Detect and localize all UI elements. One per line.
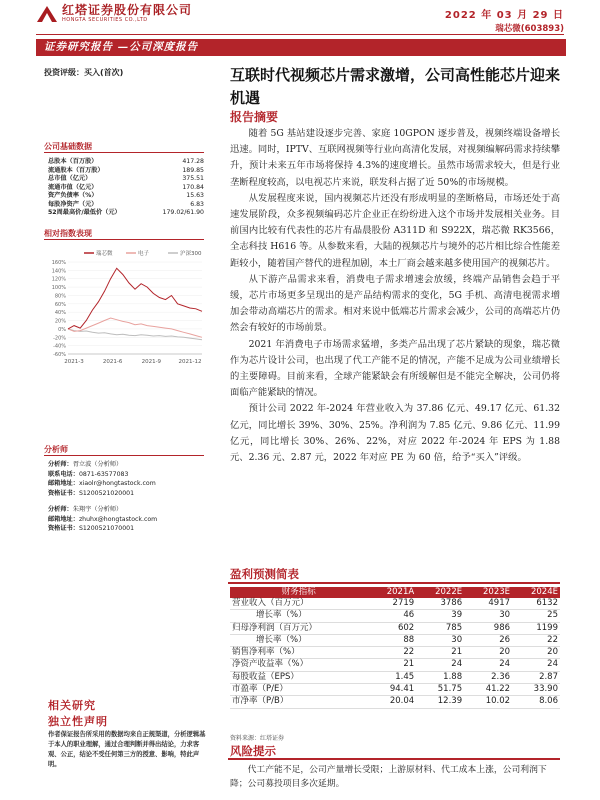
analyst-email: xiaolr@hongtastock.com xyxy=(78,480,156,488)
value-cell: 25 xyxy=(512,610,560,622)
summary-paragraph: 预计公司 2022 年-2024 年营业收入为 37.86 亿元、49.17 亿元、61.32 亿元，同比增长 39%、30%、25%。净利润为 7.85 亿元、9.86 亿元、11.99 亿元，同比增长 30%、26%、22%，对应 2022 年-2024 年 EPS 为 1.88 元、2.36 元、2.87 元，2022 年对应 PE 为 60 倍，给予“买入”评级。 xyxy=(230,403,560,464)
legend-label: 瑞芯微 xyxy=(96,251,113,257)
chart-rule xyxy=(44,239,204,240)
value-cell: 22 xyxy=(368,647,417,659)
header-cell: 财务指标 xyxy=(230,587,368,598)
analyst-info: 分析师：胥立波（分析师） 联系电话：0871-63577083 邮箱地址：xiaolr@hongtastock.com 资格证书：S1200521020001 分析师：朱翔宇（分析师） 邮箱地址：zhuhx@hongtastock.com 资格证书：S1200521070001 xyxy=(48,461,158,533)
forecast-table xyxy=(230,587,560,709)
summary-paragraph: 从发展程度来说，国内视频芯片还没有形成明显的垄断格局，市场还处于高速发展阶段，众多视频编码芯片企业正在纷纷进入这个市场并发展相关业务。目前国内比较有代表性的芯片有晶晨股份 A311D 和 S922X，瑞芯微 RK3566，全志科技 H616 等。从参数来看，大陆的视频芯片与境外的芯片相比综合性能差距较小，随着国产替代的进程加剧，本土厂商会越来越多使用国产的视频芯片。 xyxy=(230,192,560,269)
forecast-title: 盈利预测简表 xyxy=(230,567,299,581)
y-tick-label: 100% xyxy=(51,285,66,292)
legend-label: 沪深300 xyxy=(180,251,202,257)
value-cell: 30 xyxy=(416,634,464,646)
x-tick-label: 2021-12 xyxy=(178,359,202,365)
x-tick-label: 2021-9 xyxy=(141,359,162,365)
table-row xyxy=(230,610,560,622)
summary-paragraph: 2021 年消费电子市场需求猛增，多类产品出现了芯片紧缺的现象，瑞芯微作为芯片设计公司，也出现了代工产能不足的情况，产能不足成为公司业绩增长的主要障碍。目前来看，全球产能紧缺会有所缓解但是不能完全解决，公司仍将面临产能紧缺的情况。 xyxy=(230,338,560,399)
value-cell: 2719 xyxy=(368,598,417,610)
y-tick-label: 0% xyxy=(58,326,66,333)
value-cell: 24 xyxy=(512,659,560,671)
y-tick-label: 20% xyxy=(54,318,66,325)
basic-row: 流通股本（百万股） 189.85 xyxy=(48,166,204,174)
value-cell: 4917 xyxy=(464,598,512,610)
forecast-rule xyxy=(228,582,560,584)
value-cell: 39 xyxy=(416,610,464,622)
value-cell: 26 xyxy=(464,634,512,646)
risk-title: 风险提示 xyxy=(230,744,276,758)
value-cell: 1199 xyxy=(512,622,560,634)
value-cell: 22 xyxy=(512,634,560,646)
independence-title: 独立性声明 xyxy=(48,715,108,728)
basic-row: 资产负债率（%） 15.63 xyxy=(48,192,204,199)
value-cell: 785 xyxy=(416,622,464,634)
x-tick-label: 2021-3 xyxy=(64,359,84,365)
row-label: 销售净利率（%） xyxy=(230,647,368,659)
value-cell: 20.04 xyxy=(368,696,417,708)
value-cell: 41.22 xyxy=(464,684,512,696)
header-cell: 2022E xyxy=(416,587,464,598)
table-row xyxy=(230,622,560,634)
summary-paragraph: 从下游产品需求来看，消费电子需求增速会放缓，终端产品销售会趋于平缓，芯片市场更多呈现出的是产品结构需求的变化，5G 手机、高清电视需求增加会带动高端芯片的需求。相对来说中低端芯片需求会减少，公司的高端芯片仍然会有较好的市场前景。 xyxy=(230,273,560,334)
analyst-name: 朱翔宇（分析师） xyxy=(72,505,123,513)
value-cell: 2.36 xyxy=(464,671,512,683)
y-tick-label: -40% xyxy=(53,343,66,350)
summary-paragraph: 随着 5G 基站建设逐步完善、家庭 10GPON 逐步普及，视频终端设备增长迅速。同时，IPTV、互联网视频等行业向高清化发展，对视频编解码需求持续攀升，预计未来五年市场将保持 4.3%的速度增长。虽然市场需求较大，但是行业垄断程度较高，以电视芯片来说，联发科占据了近 50%的市场规模。 xyxy=(230,128,560,188)
summary-body xyxy=(230,126,560,466)
table-row xyxy=(230,671,560,683)
value-cell: 602 xyxy=(368,622,417,634)
basic-data-table xyxy=(48,158,204,218)
summary-heading: 报告摘要 xyxy=(230,110,279,124)
investment-rating: 投资评级：买入(首次) xyxy=(44,68,124,77)
legend-label: 电子 xyxy=(138,251,150,257)
value-cell: 986 xyxy=(464,622,512,634)
table-row xyxy=(230,696,560,708)
table-row xyxy=(230,598,560,610)
value-cell: 88 xyxy=(368,634,417,646)
header-divider xyxy=(36,34,564,35)
y-tick-label: 140% xyxy=(51,268,66,275)
analyst-phone: 0871-63577083 xyxy=(78,470,129,478)
value-cell: 10.02 xyxy=(464,696,512,708)
company-logo xyxy=(36,4,192,24)
y-tick-label: 160% xyxy=(51,260,66,266)
value-cell: 24 xyxy=(464,659,512,671)
y-tick-label: 40% xyxy=(54,310,66,317)
row-label: 营业收入（百万元） xyxy=(230,598,368,610)
value-cell: 12.39 xyxy=(416,696,464,708)
basic-row: 每股净资产（元） 6.83 xyxy=(48,200,204,208)
forecast-header-row xyxy=(230,587,560,598)
row-label: 市净率（P/B） xyxy=(230,696,368,708)
independence-statement: 作者保证报告所采用的数据均来自正规渠道，分析逻辑基于本人的职业理解，通过合理判断并得出结论，力求客观、公正，结论不受任何第三方的授意、影响，特此声明。 xyxy=(48,731,206,768)
value-cell: 1.45 xyxy=(368,671,417,683)
series-line-沪深300 xyxy=(68,329,202,340)
row-label: 归母净利润（百万元） xyxy=(230,622,368,634)
y-tick-label: 120% xyxy=(51,276,66,283)
related-research-title: 相关研究 xyxy=(48,699,96,712)
table-row xyxy=(230,659,560,671)
chart-title: 相对指数表现 xyxy=(44,229,92,238)
row-label: 增长率（%） xyxy=(230,610,368,622)
forecast-source: 资料来源：红塔证券 xyxy=(230,735,285,742)
row-label: 净资产收益率（%） xyxy=(230,659,368,671)
value-cell: 2.87 xyxy=(512,671,560,683)
value-cell: 20 xyxy=(512,647,560,659)
value-cell: 21 xyxy=(368,659,417,671)
section-bar: 证券研究报告 —公司深度报告 xyxy=(36,39,566,56)
y-tick-label: 60% xyxy=(54,301,66,308)
logo-icon xyxy=(36,5,58,23)
basic-row: 52周最高价/最低价（元） 179.02/61.90 xyxy=(48,209,204,216)
relative-index-chart xyxy=(44,246,206,368)
y-tick-label: -20% xyxy=(53,335,66,342)
risk-text: 代工产能不足，公司产量增长受限；上游原材料、代工成本上涨，公司利润下降；公司募投项目多次延期。 xyxy=(230,765,547,789)
value-cell: 33.90 xyxy=(512,684,560,696)
value-cell: 94.41 xyxy=(368,684,417,696)
analyst-title: 分析师 xyxy=(44,445,68,454)
table-row xyxy=(230,634,560,646)
value-cell: 46 xyxy=(368,610,417,622)
y-tick-label: 80% xyxy=(54,293,66,300)
analyst-name: 胥立波（分析师） xyxy=(72,461,123,468)
basic-data-title: 公司基础数据 xyxy=(44,142,92,151)
analyst-cert: S1200521020001 xyxy=(78,490,135,498)
row-label: 市盈率（P/E） xyxy=(230,684,368,696)
report-date: 2022 年 03 月 29 日 xyxy=(444,10,564,21)
basic-row: 总股本（百万股） 417.28 xyxy=(48,158,204,165)
chart-svg xyxy=(44,246,206,368)
value-cell: 24 xyxy=(416,659,464,671)
basic-row: 总市值（亿元） 375.51 xyxy=(48,175,204,182)
value-cell: 1.88 xyxy=(416,671,464,683)
analyst-rule xyxy=(44,455,204,456)
risk-rule xyxy=(228,758,560,760)
header-cell: 2023E xyxy=(464,587,512,598)
value-cell: 6132 xyxy=(512,598,560,610)
series-line-电子 xyxy=(68,318,202,337)
analyst-email: zhuhx@hongtastock.com xyxy=(78,515,158,523)
row-label: 每股收益（EPS） xyxy=(230,671,368,683)
basic-data-rule xyxy=(44,152,204,153)
value-cell: 21 xyxy=(416,647,464,659)
header-cell: 2024E xyxy=(512,587,560,598)
logo-cn: 红塔证券股份有限公司 xyxy=(62,3,193,17)
value-cell: 3786 xyxy=(416,598,464,610)
logo-en: HONGTA SECURITIES CO.,LTD xyxy=(62,17,148,23)
value-cell: 8.06 xyxy=(512,696,560,708)
basic-row: 流通市值（亿元） 170.84 xyxy=(48,183,204,191)
stock-code: 瑞芯微(603893) xyxy=(495,24,564,34)
report-title: 互联时代视频芯片需求激增，公司高性能芯片迎来机遇 xyxy=(230,66,561,107)
y-tick-label: -60% xyxy=(53,352,66,358)
analyst-cert: S1200521070001 xyxy=(78,525,135,533)
x-tick-label: 2021-6 xyxy=(102,359,123,365)
value-cell: 30 xyxy=(464,610,512,622)
table-row xyxy=(230,684,560,696)
series-line-瑞芯微 xyxy=(68,268,202,329)
value-cell: 20 xyxy=(464,647,512,659)
header-cell: 2021A xyxy=(368,587,417,598)
value-cell: 51.75 xyxy=(416,684,464,696)
table-row xyxy=(230,647,560,659)
row-label: 增长率（%） xyxy=(230,634,368,646)
